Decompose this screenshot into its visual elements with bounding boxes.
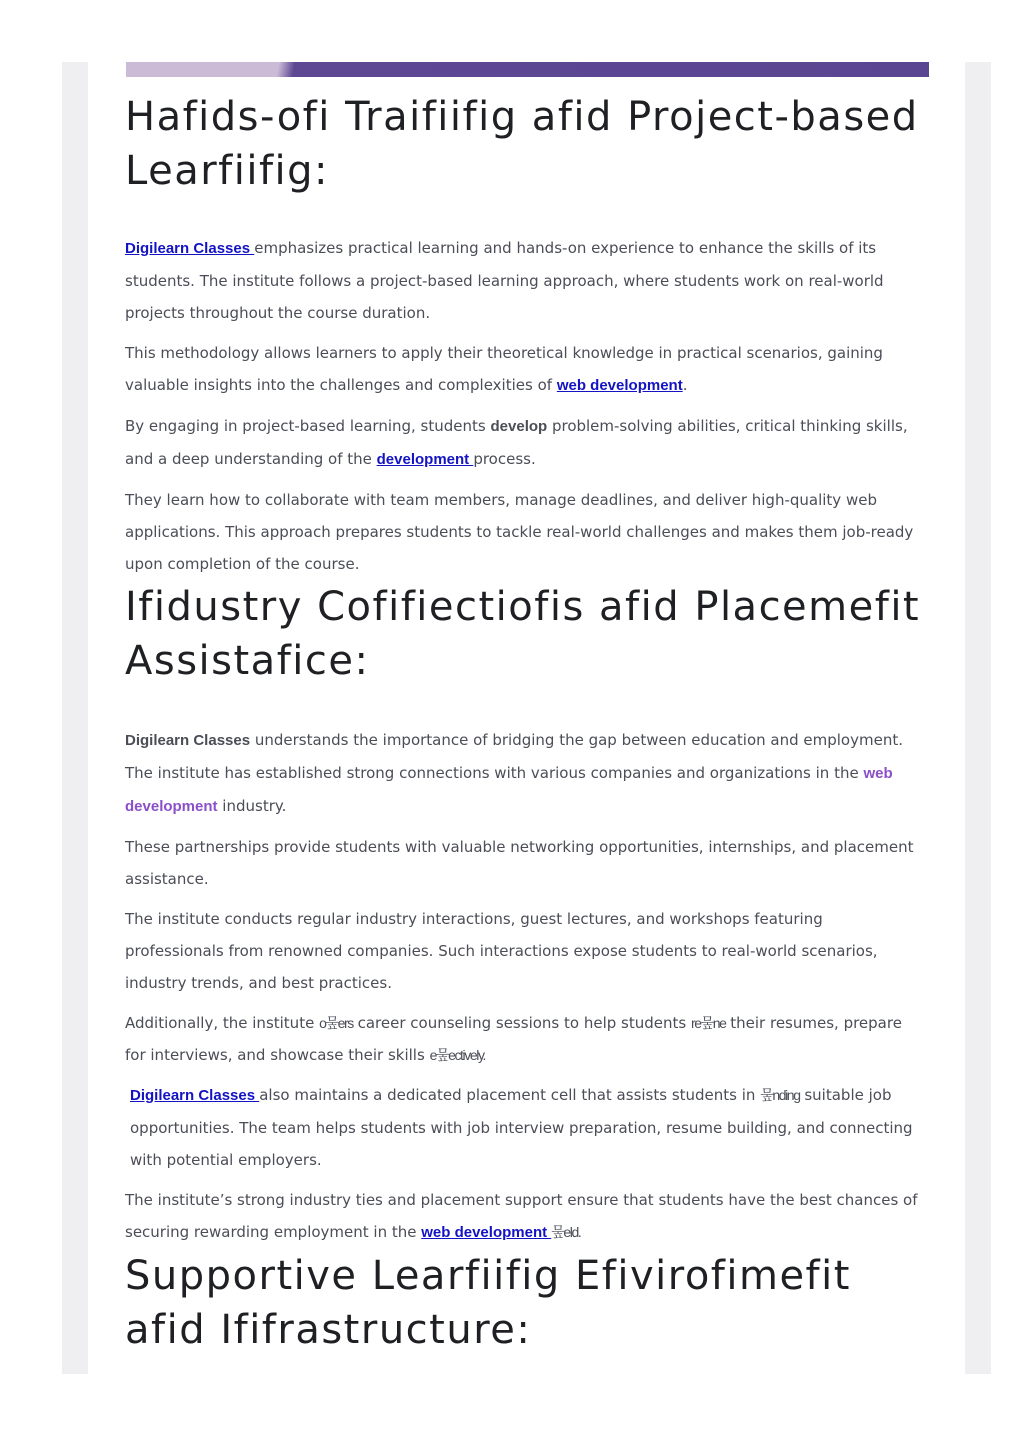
paragraph-text: problem-solving abilities, critical thinking skills, and a deep understanding of the xyxy=(125,417,908,468)
paragraph-text: This methodology allows learners to apply their theoretical knowledge in practical scenarios, gaining valuable insights into the challenges and complexities of xyxy=(125,344,883,394)
paragraph xyxy=(125,1007,925,1071)
paragraph xyxy=(125,484,925,580)
paragraph xyxy=(125,232,925,329)
paragraph xyxy=(125,337,925,402)
paragraph xyxy=(125,724,925,823)
paragraph-text: also maintains a dedicated placement cell that assists students in xyxy=(259,1086,761,1104)
paragraph-text: their resumes, prepare for interviews, and showcase their skills xyxy=(125,1014,902,1064)
paragraph-text: suitable job opportunities. The team helps students with job interview preparation, resume building, and connecting with potential employers. xyxy=(130,1086,913,1169)
paragraph-text: Additionally, the institute xyxy=(125,1014,320,1032)
bold-text: Digilearn Classes xyxy=(125,732,251,749)
ligature-text: 뭎eld. xyxy=(551,1224,581,1240)
paragraph xyxy=(125,903,925,999)
paragraph-text: These partnerships provide students with valuable networking opportunities, internships, and placement assistance. xyxy=(125,838,914,888)
section-heading-supportive: Supportive Learfiifig Efivirofimefit afid Ififrastructure: xyxy=(125,1253,851,1353)
paragraph-text: The institute conducts regular industry interactions, guest lectures, and workshops featuring professionals from renowned companies. Such interactions expose students to real-world scenarios, industry trends, and best practices. xyxy=(125,910,878,992)
article-content xyxy=(125,90,925,1357)
header-accent-bar xyxy=(126,62,929,77)
bold-text: develop xyxy=(490,418,548,435)
ligature-text: e뭎ectively. xyxy=(429,1047,486,1063)
web-development-link[interactable]: web development xyxy=(421,1224,552,1241)
paragraph-text: understands the importance of bridging the gap between education and employment. The institute has established strong connections with various companies and organizations in the xyxy=(125,731,903,782)
section-heading-industry: Ifidustry Cofifiectiofis afid Placemefit Assistafice: xyxy=(125,584,921,684)
paragraph-text: emphasizes practical learning and hands-on experience to enhance the skills of its students. The institute follows a project-based learning approach, where students work on real-world projects throughout the course duration. xyxy=(125,239,884,322)
paragraph xyxy=(125,1184,925,1249)
ligature-text: 뭎nding xyxy=(760,1087,800,1103)
web-development-link[interactable]: web development xyxy=(556,377,683,394)
paragraph xyxy=(125,410,925,476)
digilearn-classes-link[interactable]: Digilearn Classes xyxy=(130,1087,260,1104)
page-margin-right xyxy=(965,62,991,1374)
development-link[interactable]: development xyxy=(376,451,474,468)
paragraph-text: The institute’s strong industry ties and placement support ensure that students have the best chances of securing rewarding employment in the xyxy=(125,1191,918,1241)
paragraph xyxy=(125,831,925,895)
page-margin-left xyxy=(62,62,88,1374)
paragraph-text: . xyxy=(682,376,688,394)
ligature-text: o뭎ers xyxy=(319,1015,353,1031)
paragraph-text: process. xyxy=(473,450,536,468)
paragraph xyxy=(125,1079,925,1176)
section-heading-hands-on: Hafids-ofi Traifiifig afid Project-based Learfiifig: xyxy=(125,94,919,194)
paragraph-text: career counseling sessions to help students xyxy=(352,1014,691,1032)
highlighted-text: web development xyxy=(125,765,893,815)
digilearn-classes-link[interactable]: Digilearn Classes xyxy=(125,240,255,257)
paragraph-text: industry. xyxy=(217,797,287,815)
paragraph-text: They learn how to collaborate with team members, manage deadlines, and deliver high-quality web applications. This approach prepares students to tackle real-world challenges and makes them job-ready upon completion of the course. xyxy=(125,491,914,573)
paragraph-text: By engaging in project-based learning, students xyxy=(125,417,491,435)
ligature-text: re뭎ne xyxy=(690,1015,726,1031)
